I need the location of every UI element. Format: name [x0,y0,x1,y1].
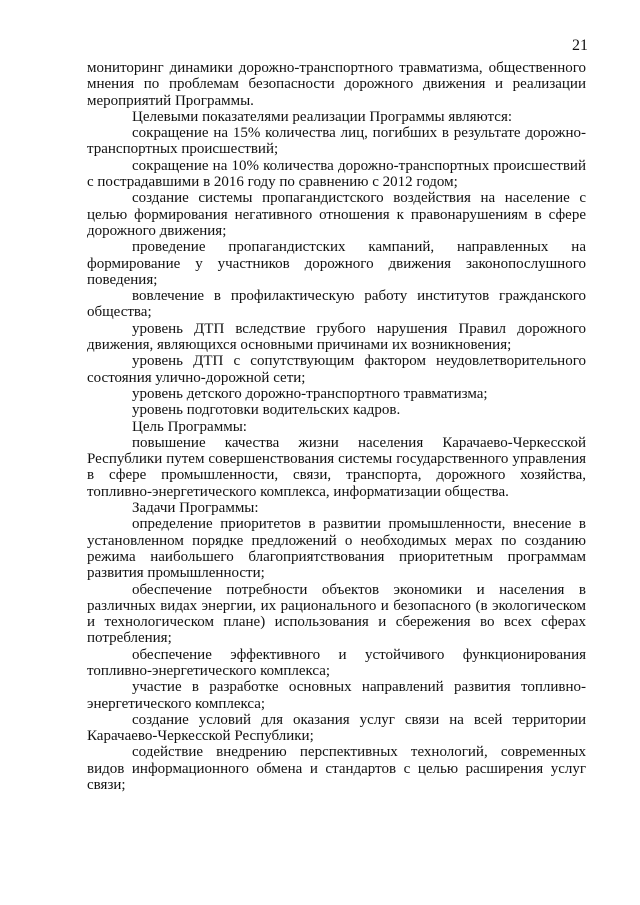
paragraph-target-indicators-heading: Целевыми показателями реализации Программы являются: [132,108,513,125]
document-body [87,60,586,793]
paragraph-propaganda-system: создание системы пропагандистского воздействия на население с целью формирования негативного отношения к правонарушениям в сфере дорожного движения; [87,190,586,239]
paragraph-civil-society: вовлечение в профилактическую работу институтов гражданского общества; [87,288,586,321]
paragraph-reduce-deaths: сокращение на 15% количества лиц, погибших в результате дорожно-транспортных происшествий; [87,125,586,158]
paragraph-goal-heading: Цель Программы: [132,418,247,435]
paragraph-task-industry-priorities: определение приоритетов в развитии промышленности, внесение в установленном порядке предложений о необходимых мерах по созданию режима наибольшего благоприятствования приоритетным программам развития промышленности; [87,516,586,582]
paragraph-reduce-accidents: сокращение на 10% количества дорожно-транспортных происшествий с пострадавшими в 2016 году по сравнению с 2012 годом; [87,157,586,191]
paragraph-driver-training: уровень подготовки водительских кадров. [132,402,401,419]
paragraph-task-fuel-energy-operation: обеспечение эффективного и устойчивого функционирования топливно-энергетического комплекса; [87,646,586,679]
paragraph-task-fuel-energy-development: участие в разработке основных направлений развития топливно-энергетического комплекса; [87,679,586,712]
paragraph-dtp-violations: уровень ДТП вследствие грубого нарушения Правил дорожного движения, являющихся основными причинами их возникновения; [87,320,586,354]
paragraph-propaganda-campaigns: проведение пропагандистских кампаний, направленных на формирование у участников дорожного движения законопослушного поведения; [87,239,586,288]
paragraph-task-technologies: содействие внедрению перспективных технологий, современных видов информационного обмена и стандартов с целью расширения услуг связи; [87,744,586,794]
paragraph-dtp-road-network: уровень ДТП с сопутствующим фактором неудовлетворительного состояния улично-дорожной сети; [87,353,586,386]
paragraph-tasks-heading: Задачи Программы: [132,500,259,517]
paragraph-monitoring: мониторинг динамики дорожно-транспортного травматизма, общественного мнения по проблемам безопасности дорожного движения и реализации мероприятий Программы. [87,60,586,109]
page-number: 21 [572,37,588,54]
paragraph-task-communication-services: создание условий для оказания услуг связи на всей территории Карачаево-Черкесской Республики; [87,711,586,745]
paragraph-goal: повышение качества жизни населения Карачаево-Черкесской Республики путем совершенствования системы государственного управления в сфере промышленности, связи, транспорта, дорожного хозяйства, топливно-энергетического комплекса, информатизации общества. [87,434,586,500]
paragraph-task-energy-supply: обеспечение потребности объектов экономики и населения в различных видах энергии, их рационального и безопасного (в экологическом и технологическом плане) использования и сбережения во всех сферах потребления; [87,581,586,647]
paragraph-child-injuries: уровень детского дорожно-транспортного травматизма; [132,385,488,402]
